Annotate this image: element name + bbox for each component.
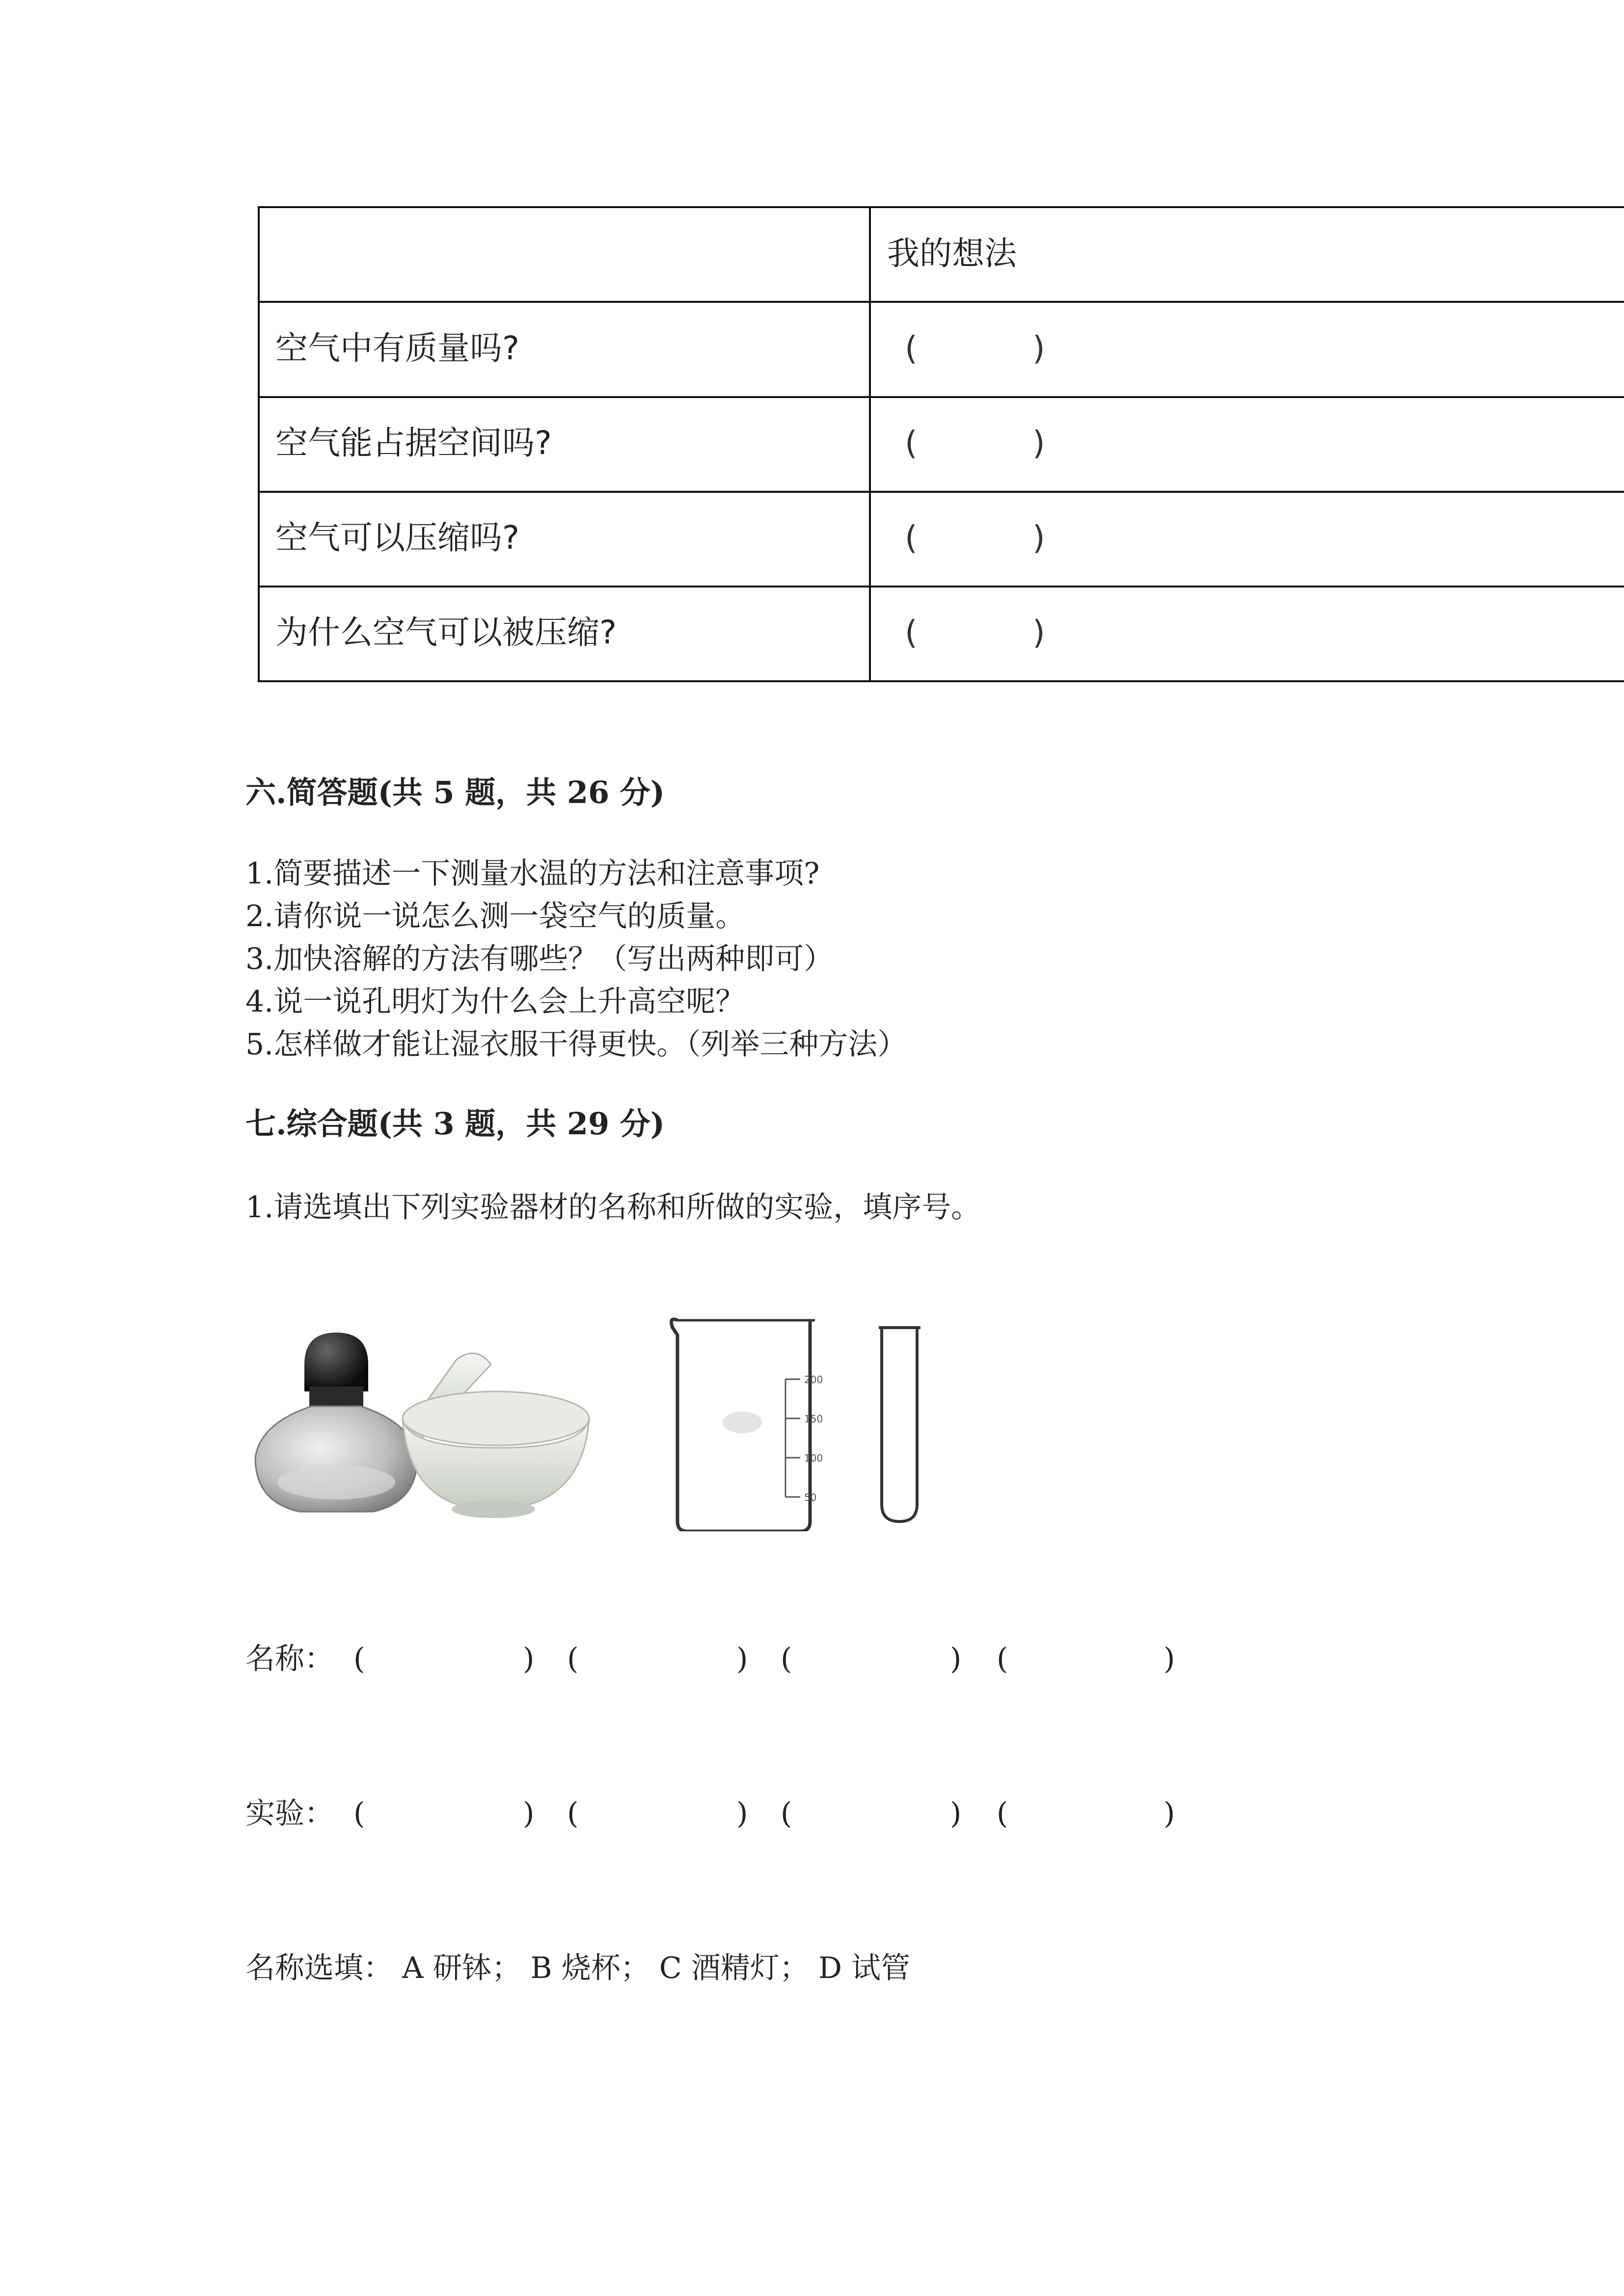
beaker-scale-label: 200 xyxy=(804,1374,823,1386)
table-header-my-idea: 我的想法 xyxy=(887,235,1017,272)
short-answer-question: 3.加快溶解的方法有哪些？（写出两种即可） xyxy=(245,942,834,976)
name-blank-open: ( xyxy=(781,1642,792,1676)
table-row-divider xyxy=(258,301,1624,303)
name-blank-open: ( xyxy=(567,1642,579,1676)
name-blank-close: ) xyxy=(736,1642,748,1676)
name-options-line: 名称选填： A 研钵； B 烧杯； C 酒精灯； D 试管 xyxy=(245,1951,911,1985)
table-question: 为什么空气可以被压缩? xyxy=(275,614,617,651)
name-blank-open: ( xyxy=(997,1642,1008,1676)
table-question: 空气可以压缩吗? xyxy=(275,519,520,557)
short-answer-question: 1.简要描述一下测量水温的方法和注意事项? xyxy=(245,856,820,891)
beaker-scale-label: 50 xyxy=(804,1492,817,1503)
experiment-blank-open: ( xyxy=(997,1796,1008,1831)
answer-open-paren: ( xyxy=(905,329,918,367)
name-row-label: 名称： xyxy=(245,1642,334,1676)
short-answer-question: 5.怎样做才能让湿衣服干得更快。（列举三种方法） xyxy=(245,1027,907,1062)
table-question: 空气中有质量吗? xyxy=(275,329,520,367)
test-tube-icon xyxy=(879,1328,920,1522)
table-border-left xyxy=(258,206,260,682)
lab-equipment-illustrations xyxy=(245,1306,933,1531)
experiment-blank-open: ( xyxy=(781,1796,792,1831)
experiment-blank-open: ( xyxy=(567,1796,579,1831)
name-blank-close: ) xyxy=(1164,1642,1175,1676)
experiment-blank-open: ( xyxy=(353,1796,365,1831)
table-question: 空气能占据空间吗? xyxy=(275,424,552,462)
experiment-blank-close: ) xyxy=(523,1796,535,1831)
answer-close-paren: ) xyxy=(1032,329,1045,367)
table-row-divider xyxy=(258,586,1624,587)
experiment-blank-close: ) xyxy=(1164,1796,1175,1831)
beaker-scale-label: 150 xyxy=(804,1413,823,1425)
answer-open-paren: ( xyxy=(905,614,918,651)
alcohol-lamp-icon xyxy=(255,1333,417,1512)
mortar-and-pestle-icon xyxy=(403,1353,589,1518)
name-blank-close: ) xyxy=(523,1642,535,1676)
table-column-divider xyxy=(869,206,871,682)
question-table xyxy=(258,206,1624,682)
answer-open-paren: ( xyxy=(905,519,918,557)
table-row-divider xyxy=(258,396,1624,398)
section-7-title: 七.综合题(共 3 题，共 29 分) xyxy=(245,1106,665,1142)
answer-open-paren: ( xyxy=(905,424,918,462)
table-row-divider xyxy=(258,491,1624,493)
experiment-blank-close: ) xyxy=(736,1796,748,1831)
answer-close-paren: ) xyxy=(1032,614,1045,651)
answer-close-paren: ) xyxy=(1032,519,1045,557)
experiment-row-label: 实验： xyxy=(245,1796,334,1831)
experiment-blank-close: ) xyxy=(950,1796,962,1831)
answer-close-paren: ) xyxy=(1032,424,1045,462)
beaker-scale-label: 100 xyxy=(804,1452,823,1464)
table-border-bottom xyxy=(258,680,1624,682)
name-blank-close: ) xyxy=(950,1642,962,1676)
comprehensive-question-1: 1.请选填出下列实验器材的名称和所做的实验，填序号。 xyxy=(245,1190,981,1225)
table-border-top xyxy=(258,206,1624,208)
short-answer-question: 4.说一说孔明灯为什么会上升高空呢？ xyxy=(245,985,745,1019)
section-6-title: 六.简答题(共 5 题，共 26 分) xyxy=(245,774,665,810)
short-answer-question: 2.请你说一说怎么测一袋空气的质量。 xyxy=(245,899,745,934)
name-blank-open: ( xyxy=(353,1642,365,1676)
beaker-icon xyxy=(672,1319,823,1531)
